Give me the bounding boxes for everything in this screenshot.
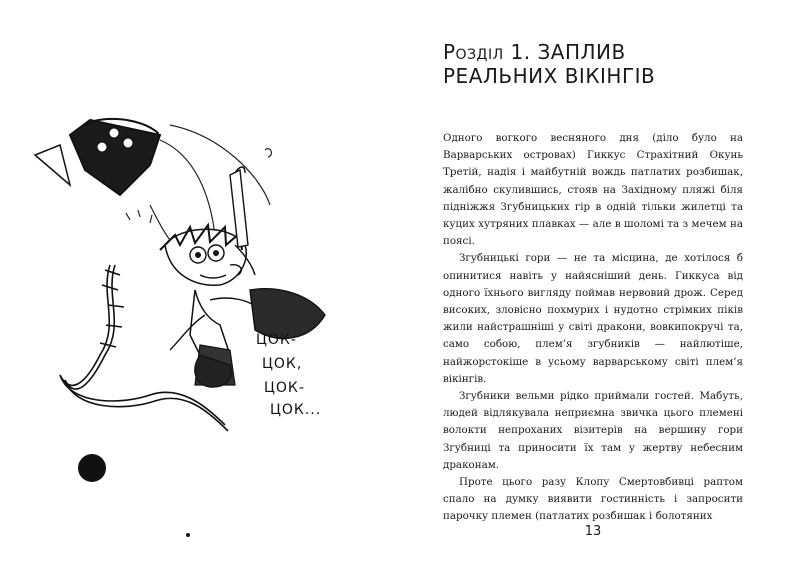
paragraph-2: Згубницькі гори — не та місцина, де хотілося б опинитися навіть у найясніший день. Гиккуса від одного їхнього вигляду поймав нервовий дрож. Серед високих, зловісно похмурих і нудотно стрімких піків жили найстрашніші у світі дракони, вовкипокручі та, само собою, плем’я згубників — найлютіше, найжорстокіше в усьому варварському світі плем’я вікінгів.: [443, 252, 743, 385]
chapter-label: Розділ 1.: [443, 40, 531, 64]
viking-boy-illustration: [30, 95, 375, 545]
ink-dot: [186, 533, 190, 537]
sound-effect-line-2: ЦОК,: [262, 356, 303, 372]
chapter-title: ЗАПЛИВ РЕАЛЬНИХ ВІКІНГІВ: [443, 40, 656, 88]
sound-effect-line-4: ЦОК...: [270, 402, 322, 418]
paragraph-1: Одного вогкого весняного дня (діло було на Варварських островах) Гиккус Страхітний Окунь Третій, надія і майбутній вождь патлатих розбишак, жалібно скулившись, стояв на Західному пляжі біля підніжжя Згубницьких гір в одній тільки жилетці та куцих хутряних плавках — але в шоломі та з мечем на поясі.: [443, 132, 743, 248]
sound-effect-line-3: ЦОК-: [264, 380, 305, 396]
boy-head: [160, 225, 246, 285]
helmet-drawing: [35, 119, 160, 195]
ink-blot: [78, 454, 106, 482]
page-number: 13: [584, 524, 602, 539]
chapter-heading: [443, 40, 743, 88]
chapter-body: [443, 130, 743, 526]
right-page: [397, 0, 794, 567]
paragraph-3: Згубники вельми рідко приймали гостей. Мабуть, людей відлякувала неприємна звичка цього племені волокти непроханих візитерів на вершину гори Згубниці та приносити їх там у жертву небесним драконам.: [443, 390, 743, 471]
sound-effect-line-1: ЦОК-: [256, 332, 297, 348]
paragraph-4: Проте цього разу Клопу Смертовбивці раптом спало на думку виявити гостинність і запросити парочку племен (патлатих розбишак і болотяних: [443, 476, 743, 523]
